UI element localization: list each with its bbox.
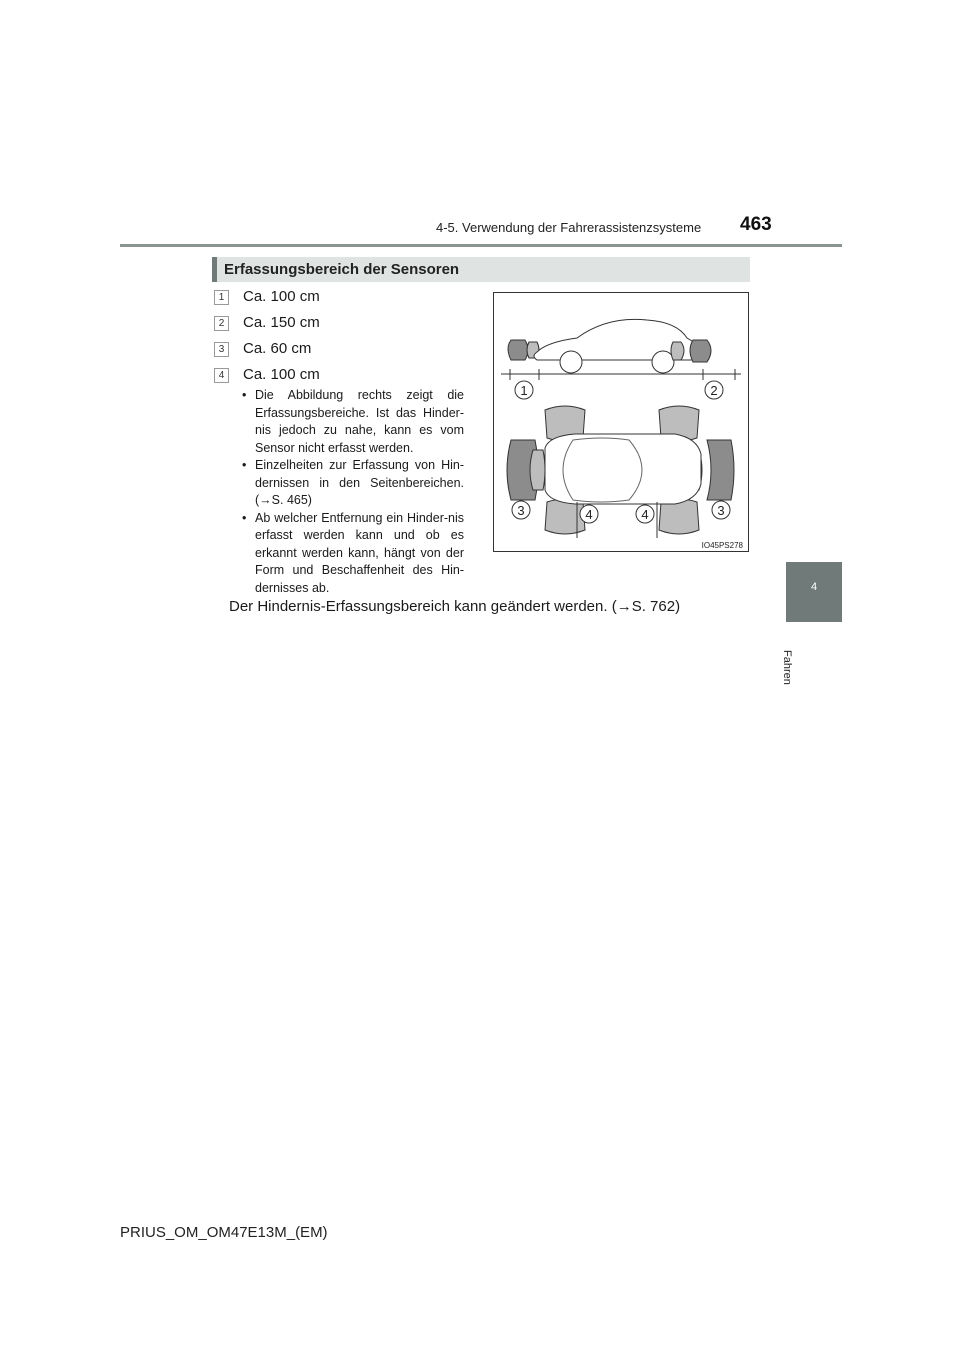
- item-number: 2: [214, 316, 229, 331]
- document-code: PRIUS_OM_OM47E13M_(EM): [120, 1224, 328, 1241]
- bullet-item: • Einzelheiten zur Erfassung von Hin-dernissen in den Seitenbereichen. (→S. 465): [240, 457, 464, 510]
- item-number: 4: [214, 368, 229, 383]
- header-divider: [120, 244, 842, 247]
- sensor-range-figure: [493, 292, 749, 552]
- running-header: 4-5. Verwendung der Fahrerassistenzsysteme: [436, 220, 702, 235]
- item-label: Ca. 100 cm: [243, 366, 320, 383]
- detection-note: Der Hindernis-Erfassungsbereich kann geändert werden. (→S. 762): [229, 598, 681, 615]
- section-accent: [212, 257, 217, 282]
- bullet-list: [240, 387, 464, 597]
- callout-label: 3: [717, 503, 725, 518]
- section-title: Erfassungsbereich der Sensoren: [224, 261, 460, 278]
- item-label: Ca. 100 cm: [243, 288, 320, 305]
- figure-code: IO45PS278: [701, 541, 743, 550]
- item-number: 1: [214, 290, 229, 305]
- item-number: 3: [214, 342, 229, 357]
- callout-label: 4: [585, 507, 593, 522]
- section-heading-bar: [212, 257, 750, 282]
- callout-label: 3: [517, 503, 525, 518]
- bullet-item: • Die Abbildung rechts zeigt die Erfassungsbereiche. Ist das Hinder-nis jedoch zu nahe, kann es vom Sensor nicht erfasst werden.: [240, 387, 464, 457]
- bullet-item: • Ab welcher Entfernung ein Hinder-nis erfasst werden kann und ob es erkannt werden kann, hängt von der Form und Beschaffenheit des Hin-dernisses ab.: [240, 510, 464, 598]
- callout-label: 2: [710, 383, 718, 398]
- item-label: Ca. 60 cm: [243, 340, 312, 357]
- callout-label: 1: [520, 383, 528, 398]
- page-number: 463: [740, 214, 772, 235]
- chapter-label: Fahren: [781, 650, 793, 685]
- item-label: Ca. 150 cm: [243, 314, 320, 331]
- chapter-tab: 4: [786, 562, 842, 622]
- callout-label: 4: [641, 507, 649, 522]
